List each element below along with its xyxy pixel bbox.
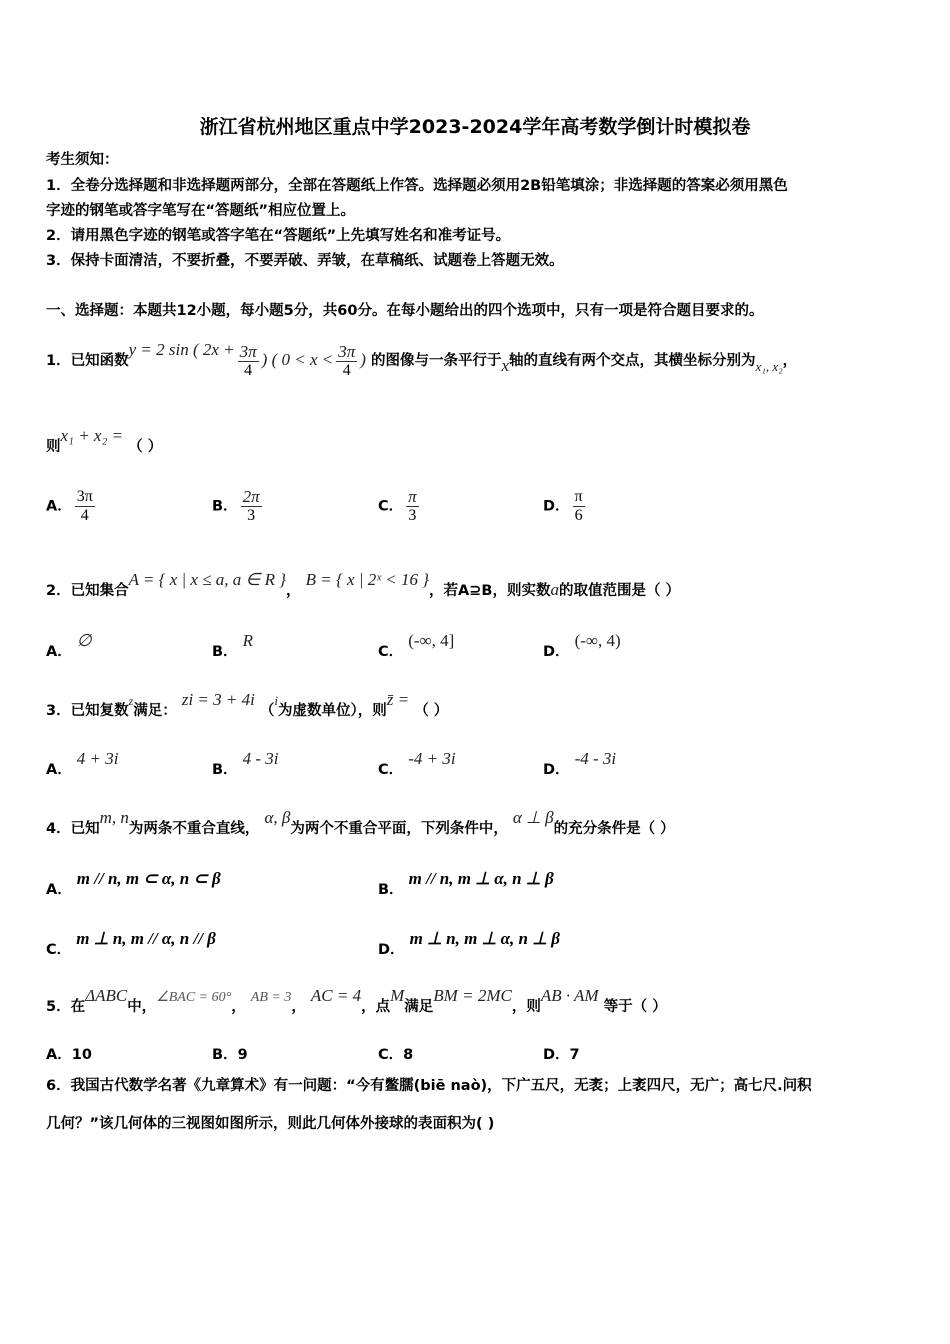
bm-condition: BM = 2MC (433, 986, 512, 1005)
notice-item: 3．保持卡面清洁，不要折叠，不要弄破、弄皱，在草稿纸、试题卷上答题无效。 (46, 253, 564, 269)
denominator: 4 (80, 507, 89, 524)
option-value: -4 + 3i (408, 749, 456, 768)
q5-option-a[interactable] (46, 1043, 92, 1064)
answer-paren: （ ） (414, 703, 449, 719)
q2-option-d[interactable] (543, 631, 621, 661)
q1-option-b[interactable] (212, 488, 265, 525)
fraction (241, 488, 262, 525)
q1-text: 的图像与一条平行于 (371, 353, 502, 369)
q1-domain: ) ( 0 < x < (261, 350, 334, 369)
question-6: 6．我国古代数学名著《九章算术》有一问题：“今有鳖臑(biē naò)，下广五尺，无袤；上袤四尺，无广；高七尺.问积 (46, 1078, 812, 1094)
fraction (406, 488, 419, 525)
fraction (336, 343, 357, 380)
q2-option-b[interactable] (212, 631, 254, 661)
option-label: A． (46, 882, 72, 898)
q1-prefix: 1．已知函数 (46, 353, 129, 369)
option-label: C． (378, 498, 404, 515)
option-value: m // n, m ⊥ α, n ⊥ β (408, 869, 554, 888)
option-label: C． (46, 942, 72, 958)
q3-option-a[interactable] (46, 749, 119, 779)
comma: ， (782, 353, 798, 369)
numerator: 3π (76, 488, 93, 505)
notice-item: 1．全卷分选择题和非选择题两部分，全部在答题纸上作答。选择题必须用2B铅笔填涂；非选择题的答案必须用黑色 (46, 178, 788, 194)
denominator: 3 (408, 507, 417, 524)
answer-paren: （ ） (128, 439, 163, 455)
z-conjugate: z̄ = (386, 690, 410, 709)
dot-product: AB · AM (540, 986, 599, 1005)
option-value: 8 (403, 1047, 414, 1063)
q5-option-c[interactable] (378, 1043, 413, 1064)
set-a: A = { x | x ≤ a, a ∈ R } (128, 570, 287, 589)
option-label: C． (378, 644, 404, 660)
question-1 (46, 340, 797, 381)
option-label: D． (543, 1047, 570, 1063)
q4-text2: 为两个不重合平面，下列条件中， (290, 821, 508, 837)
var-z: z (128, 694, 134, 708)
paren: ) (360, 350, 366, 369)
q4-text: 为两条不重合直线， (128, 821, 260, 837)
fraction (75, 488, 95, 525)
q4-option-c[interactable] (46, 929, 216, 959)
notice-item: 2．请用黑色字迹的钢笔或答字笔在“答题纸”上先填写姓名和准考证号。 (46, 228, 511, 244)
option-value: 10 (71, 1047, 92, 1063)
option-value: 7 (569, 1047, 580, 1063)
comma: ， (286, 583, 301, 599)
question-1-line2 (46, 426, 163, 457)
q4-text3: 的充分条件是（ ） (553, 821, 675, 837)
q5-option-d[interactable] (543, 1043, 580, 1064)
ac-length: AC = 4 (310, 986, 362, 1005)
denominator: 3 (247, 507, 256, 524)
option-value: (-∞, 4) (574, 631, 621, 650)
ab-length: AB = 3 (250, 990, 292, 1005)
option-value: m ⊥ n, m // α, n // β (76, 929, 216, 948)
comma: ， (291, 999, 306, 1015)
question-5 (46, 986, 667, 1018)
q5-text: ，则 (511, 999, 541, 1015)
q1-option-d[interactable] (543, 488, 588, 525)
q4-option-a[interactable] (46, 869, 221, 899)
option-label: A． (46, 762, 72, 778)
option-value: m // n, m ⊂ α, n ⊂ β (76, 869, 221, 888)
option-label: D． (378, 942, 405, 958)
q3-option-b[interactable] (212, 749, 279, 779)
option-label: B． (212, 1047, 238, 1063)
notice-item: 字迹的钢笔或答字笔写在“答题纸”相应位置上。 (46, 203, 356, 219)
option-label: B． (212, 762, 238, 778)
section-heading: 一、选择题：本题共12小题，每小题5分，共60分。在每小题给出的四个选项中，只有一项是符合题目要求的。 (46, 303, 764, 319)
question-4 (46, 808, 675, 839)
point-m: M (390, 986, 405, 1005)
q3-option-c[interactable] (378, 749, 456, 779)
question-3 (46, 690, 449, 721)
question-6-line2: 几何？”该几何体的三视图如图所示，则此几何体外接球的表面积为( ) (46, 1116, 495, 1132)
q5-text: 满足 (404, 999, 434, 1015)
vars-mn: m, n (99, 808, 129, 827)
q4-option-b[interactable] (378, 869, 554, 899)
q2-text: ，若A⊇B，则实数 (429, 583, 551, 599)
option-label: A． (46, 498, 72, 515)
set-b: B = { x | 2ˣ < 16 } (305, 570, 430, 589)
numerator: π (408, 487, 417, 506)
q5-prefix: 5．在 (46, 999, 86, 1015)
option-value: 9 (237, 1047, 248, 1063)
paren-open: （ (259, 703, 275, 719)
q5-text: 等于（ ） (603, 999, 667, 1015)
q1-ze: 则 (46, 439, 61, 455)
numerator: 3π (338, 341, 356, 361)
q3-prefix: 3．已知复数 (46, 703, 129, 719)
question-2 (46, 570, 681, 601)
perp-condition: α ⊥ β (512, 808, 554, 827)
q5-text: ，点 (361, 999, 391, 1015)
option-value: ∅ (76, 631, 92, 650)
fraction (238, 343, 259, 380)
triangle: ΔABC (85, 986, 128, 1005)
option-label: A． (46, 1047, 72, 1063)
q3-text: 满足： (133, 703, 177, 719)
var-x1x2: x₁, x₂ (755, 359, 783, 374)
option-value: 4 + 3i (76, 749, 119, 768)
option-label: D． (543, 644, 570, 660)
q2-prefix: 2．已知集合 (46, 583, 129, 599)
q2-option-a[interactable] (46, 631, 92, 661)
option-label: C． (378, 1047, 404, 1063)
q1-option-c[interactable] (378, 488, 422, 525)
denominator: 4 (342, 361, 351, 379)
numerator: π (574, 488, 583, 505)
page-title: 浙江省杭州地区重点中学2023-2024学年高考数学倒计时模拟卷 (199, 116, 751, 138)
option-label: B． (212, 498, 238, 515)
numerator: 3π (239, 341, 257, 361)
var-i: i (274, 693, 279, 708)
option-label: D． (543, 498, 570, 515)
q3-option-d[interactable] (543, 749, 617, 779)
option-label: C． (378, 762, 404, 778)
option-value: 4 - 3i (242, 749, 279, 768)
q5-text: 中， (127, 999, 157, 1015)
q1-formula: y = 2 sin ( 2x + (128, 340, 235, 359)
q4-prefix: 4．已知 (46, 821, 100, 837)
option-value: m ⊥ n, m ⊥ α, n ⊥ β (409, 929, 561, 948)
option-label: B． (378, 882, 404, 898)
var-x: x (501, 356, 510, 375)
q2-option-c[interactable] (378, 631, 455, 661)
denominator: 6 (574, 507, 583, 524)
q4-option-d[interactable] (378, 929, 561, 959)
option-value: R (242, 631, 254, 650)
vars-alpha-beta: α, β (264, 808, 291, 827)
notice-heading: 考生须知： (46, 152, 119, 168)
fraction (573, 488, 585, 525)
denominator: 4 (244, 361, 253, 379)
angle-bac: ∠BAC = 60° (156, 990, 232, 1005)
comma: ， (231, 999, 246, 1015)
q1-text2: 轴的直线有两个交点，其横坐标分别为 (509, 353, 756, 369)
q2-text2: 的取值范围是（ ） (558, 583, 681, 599)
option-label: B． (212, 644, 238, 660)
q1-expr: x₁ + x₂ = (60, 426, 124, 445)
option-value: (-∞, 4] (408, 631, 455, 650)
option-label: D． (543, 762, 570, 778)
numerator: 2π (242, 487, 260, 506)
option-label: A． (46, 644, 72, 660)
q1-option-a[interactable] (46, 488, 98, 525)
q3-text3: 为虚数单位），则 (278, 703, 387, 719)
option-value: -4 - 3i (574, 749, 617, 768)
q3-equation: zi = 3 + 4i (181, 690, 255, 709)
q5-option-b[interactable] (212, 1043, 248, 1064)
var-a: a (550, 580, 559, 599)
